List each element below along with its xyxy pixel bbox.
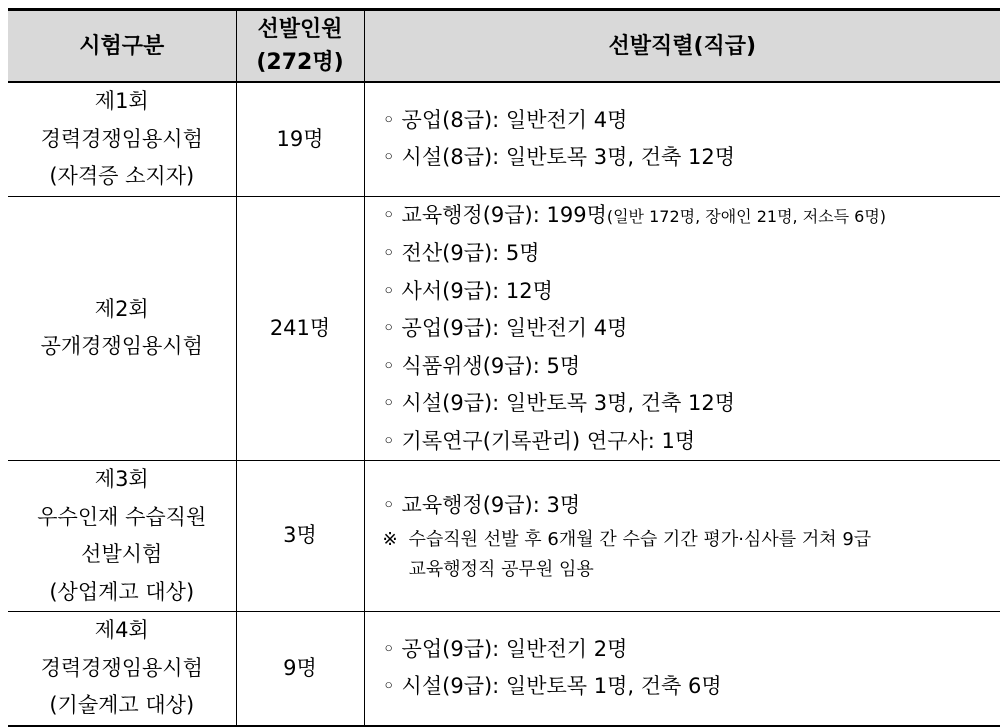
exam-target: (기술계고 대상) (49, 693, 195, 717)
table-header (8, 10, 1000, 83)
header-count-label: 선발인원 (257, 17, 343, 42)
selection-count-cell (236, 461, 364, 612)
series-item: ◦ 전산(9급): 5명 (382, 241, 540, 265)
note-line-1-text: 수습직원 선발 후 6개월 간 수습 기간 평가·심사를 거쳐 9급 (408, 528, 872, 550)
exam-type-cont: 선발시험 (81, 542, 163, 566)
header-selection-series (364, 10, 1000, 83)
header-selection-series-label: 선발직렬(직급) (608, 33, 757, 59)
selection-count-cell (236, 196, 364, 461)
selection-count: 241명 (269, 315, 331, 340)
selection-count: 9명 (283, 655, 317, 680)
exam-type: 경력경쟁임용시험 (40, 126, 203, 151)
series-item: ◦ 식품위생(9급): 5명 (382, 353, 581, 378)
series-item: ◦ 시설(9급): 일반토목 1명, 건축 6명 (382, 674, 722, 699)
selection-series-cell (364, 461, 1000, 612)
exam-category-cell (8, 82, 236, 196)
selection-table (8, 8, 1000, 727)
series-item: ◦ 공업(8급): 일반전기 4명 (382, 107, 628, 132)
selection-count: 3명 (283, 523, 317, 548)
probation-note (383, 525, 1001, 585)
exam-type: 공개경쟁임용시험 (40, 334, 203, 359)
series-item (383, 197, 1001, 236)
exam-category-cell (8, 461, 236, 612)
exam-category-cell (8, 612, 236, 726)
exam-target: (자격증 소지자) (49, 164, 195, 188)
exam-type: 경력경쟁임용시험 (40, 655, 203, 680)
exam-type: 우수인재 수습직원 (37, 504, 207, 529)
series-item-main: ◦ 교육행정(9급): 199명 (382, 202, 607, 227)
table-row (8, 612, 1000, 726)
selection-series-cell (364, 612, 1000, 726)
note-line-2: 교육행정직 공무원 임용 (408, 558, 594, 580)
table-row (8, 196, 1000, 461)
exam-round: 제4회 (94, 618, 149, 642)
exam-round: 제3회 (94, 467, 149, 491)
series-item: ◦ 사서(9급): 12명 (382, 278, 553, 303)
selection-count: 19명 (276, 126, 324, 151)
header-exam-category-label: 시험구분 (79, 33, 165, 59)
series-item-breakdown: (일반 172명, 장애인 21명, 저소득 6명) (606, 206, 887, 226)
table-row (8, 461, 1000, 612)
selection-count-cell (236, 82, 364, 196)
exam-round: 제1회 (94, 89, 149, 113)
series-item: ◦ 공업(9급): 일반전기 4명 (382, 316, 628, 340)
selection-series-cell (364, 196, 1000, 461)
exam-round: 제2회 (94, 296, 149, 321)
table-row (8, 82, 1000, 196)
series-item: ◦ 기록연구(기록관리) 연구사: 1명 (382, 428, 696, 453)
series-item: ◦ 시설(8급): 일반토목 3명, 건축 12명 (382, 145, 735, 170)
note-line-1 (383, 529, 872, 550)
note-mark: ※ (382, 528, 398, 550)
exam-category-cell (8, 196, 236, 461)
header-selection-count (236, 10, 364, 83)
header-count-total: (272명) (256, 50, 344, 75)
selection-series-cell (364, 82, 1000, 196)
selection-table-container (8, 8, 1000, 727)
series-item: ◦ 시설(9급): 일반토목 3명, 건축 12명 (382, 391, 735, 415)
series-item: ◦ 교육행정(9급): 3명 (382, 493, 581, 518)
series-item: ◦ 공업(9급): 일반전기 2명 (382, 636, 628, 661)
header-exam-category (8, 10, 236, 83)
selection-count-cell (236, 612, 364, 726)
exam-target: (상업계고 대상) (49, 579, 195, 604)
